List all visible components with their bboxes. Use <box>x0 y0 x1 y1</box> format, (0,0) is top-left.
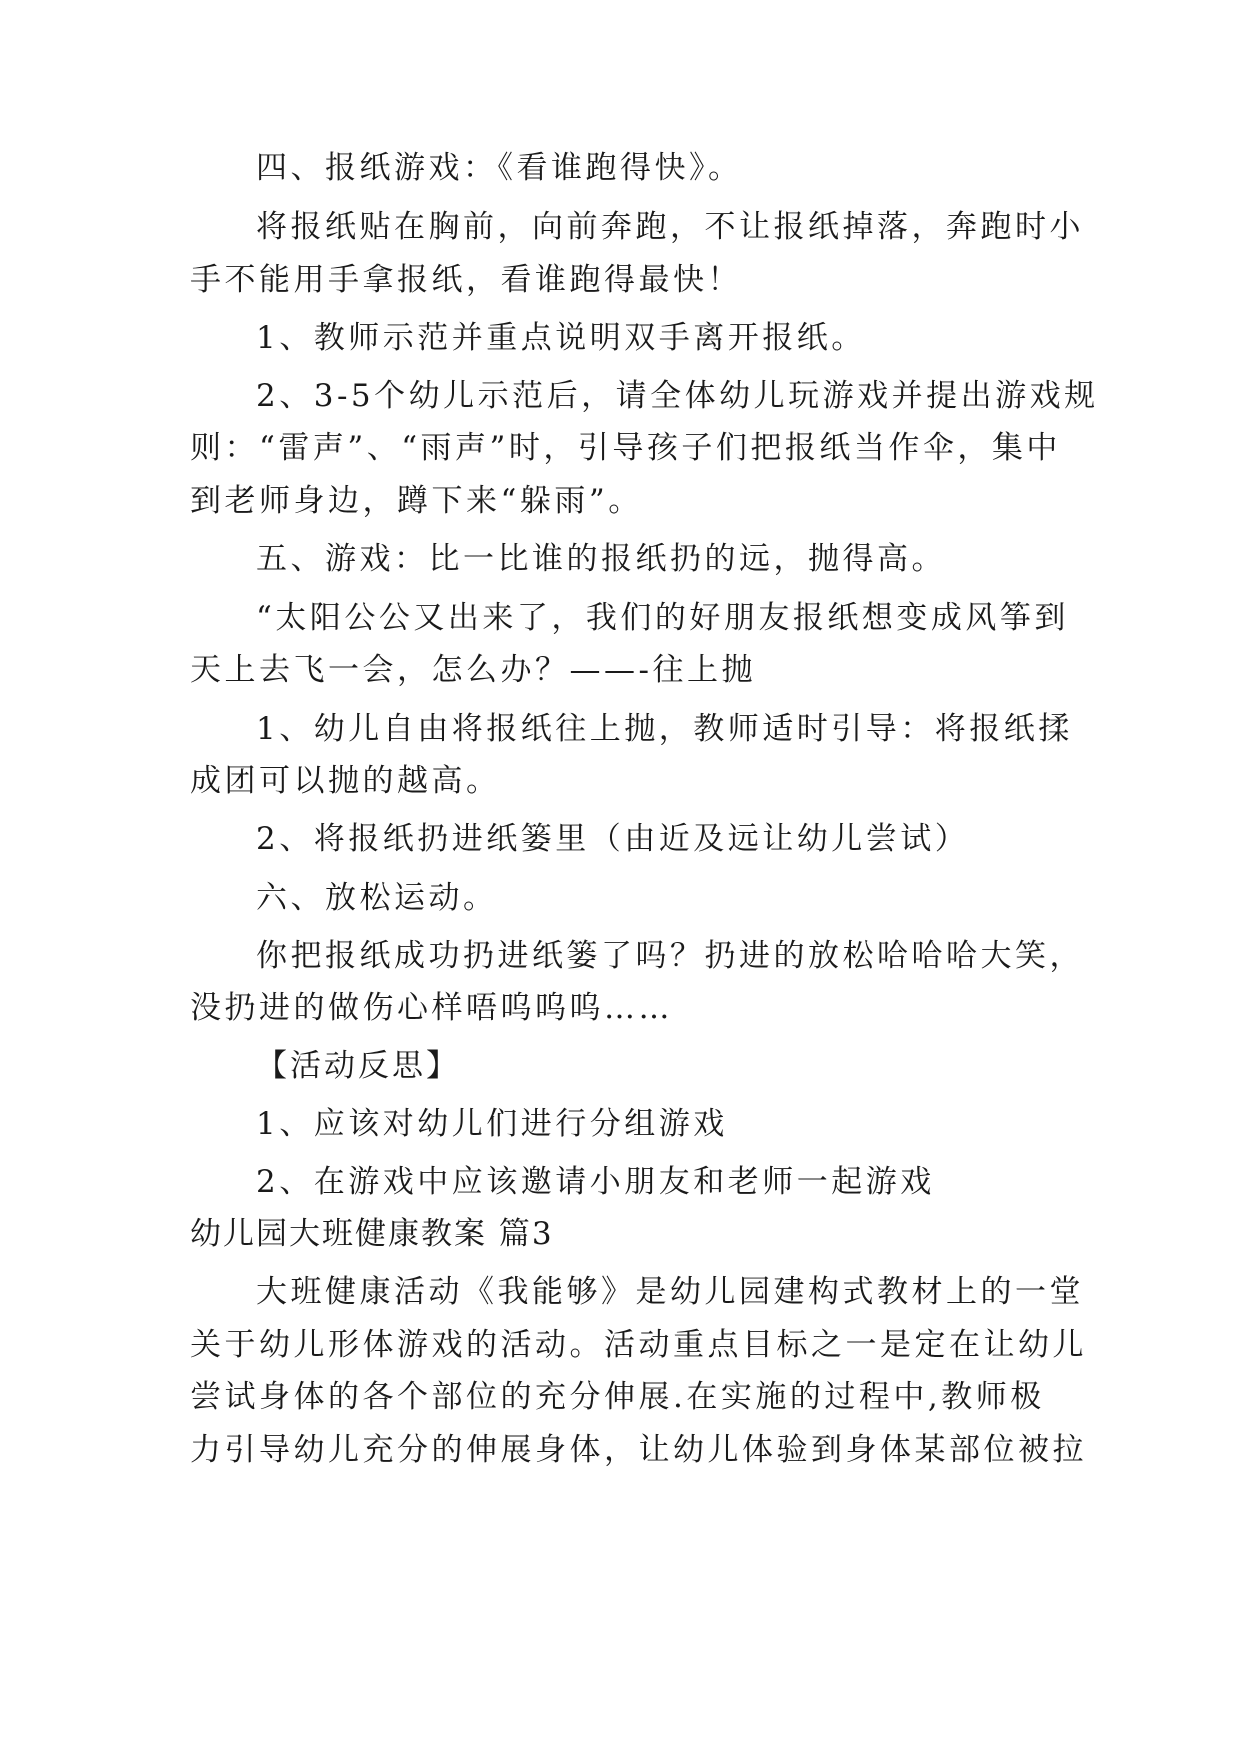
list-item: 2、在游戏中应该邀请小朋友和老师一起游戏 <box>256 1164 935 1200</box>
section-heading: 【活动反思】 <box>256 1048 460 1084</box>
paragraph-line: 关于幼儿形体游戏的活动。活动重点目标之一是定在让幼儿 <box>190 1327 1087 1363</box>
list-item: 1、应该对幼儿们进行分组游戏 <box>256 1106 728 1142</box>
paragraph-line: 到老师身边，蹲下来“躲雨”。 <box>190 483 643 519</box>
list-item: 2、将报纸扔进纸篓里（由近及远让幼儿尝试） <box>256 821 970 857</box>
paragraph-line: 天上去飞一会，怎么办？——-往上抛 <box>190 652 756 688</box>
paragraph-line: 没扔进的做伤心样唔呜呜呜…… <box>190 990 673 1026</box>
paragraph-line: “太阳公公又出来了，我们的好朋友报纸想变成风筝到 <box>256 600 1069 636</box>
paragraph-line: 将报纸贴在胸前，向前奔跑，不让报纸掉落，奔跑时小 <box>256 209 1084 245</box>
paragraph-line: 力引导幼儿充分的伸展身体，让幼儿体验到身体某部位被拉 <box>190 1432 1087 1468</box>
paragraph-line: 你把报纸成功扔进纸篓了吗？扔进的放松哈哈哈大笑， <box>256 938 1084 974</box>
article-title: 幼儿园大班健康教案 篇3 <box>190 1216 554 1252</box>
paragraph-line: 大班健康活动《我能够》是幼儿园建构式教材上的一堂 <box>256 1274 1084 1310</box>
section-heading: 五、游戏：比一比谁的报纸扔的远，抛得高。 <box>256 541 946 577</box>
paragraph-line: 成团可以抛的越高。 <box>190 763 501 799</box>
list-item: 1、教师示范并重点说明双手离开报纸。 <box>256 320 866 356</box>
paragraph-line: 手不能用手拿报纸，看谁跑得最快！ <box>190 262 742 298</box>
section-heading: 六、放松运动。 <box>256 880 498 916</box>
list-item: 1、幼儿自由将报纸往上抛，教师适时引导：将报纸揉 <box>256 711 1073 747</box>
list-item: 2、3-5个幼儿示范后，请全体幼儿玩游戏并提出游戏规 <box>256 378 1099 414</box>
section-heading: 四、报纸游戏：《看谁跑得快》。 <box>256 150 743 186</box>
paragraph-line: 则：“雷声”、“雨声”时，引导孩子们把报纸当作伞，集中 <box>190 430 1061 466</box>
paragraph-line: 尝试身体的各个部位的充分伸展.在实施的过程中,教师极 <box>190 1379 1045 1415</box>
